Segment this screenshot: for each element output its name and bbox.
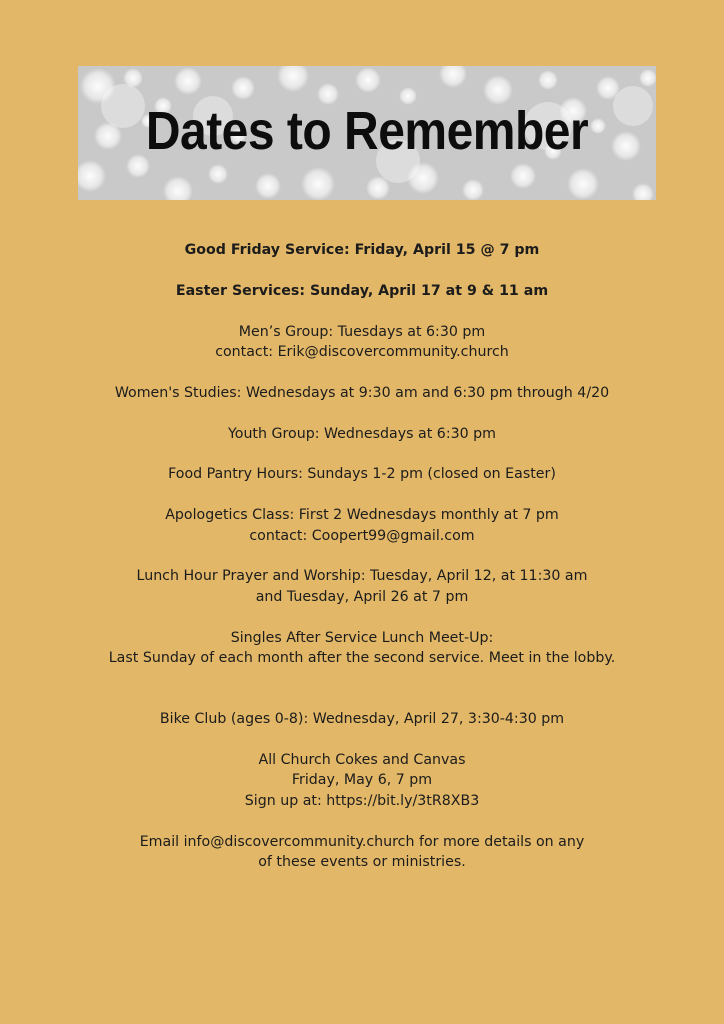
event-mens-group — [40, 322, 684, 363]
event-cokes-and-canvas — [40, 750, 684, 811]
event-womens-studies — [40, 383, 684, 403]
event-line: Friday, May 6, 7 pm — [291, 772, 433, 789]
event-line: Apologetics Class: First 2 Wednesdays monthly at 7 pm — [165, 507, 559, 524]
event-line: Easter Services: Sunday, April 17 at 9 & 11 am — [175, 282, 549, 299]
contact-info-note — [40, 832, 684, 873]
event-line: Last Sunday of each month after the second service. Meet in the lobby. — [108, 650, 616, 666]
event-line: Bike Club (ages 0-8): Wednesday, April 27, 3:30-4:30 pm — [159, 711, 565, 728]
event-line: Food Pantry Hours: Sundays 1-2 pm (closed on Easter) — [168, 466, 556, 483]
event-line: All Church Cokes and Canvas — [258, 752, 466, 768]
event-apologetics-class — [40, 505, 684, 546]
signup-link-text: Sign up at: https://bit.ly/3tR8XB3 — [244, 792, 480, 809]
event-line: Email info@discovercommunity.church for more details on any — [139, 833, 585, 850]
header-banner — [78, 66, 656, 200]
event-line: and Tuesday, April 26 at 7 pm — [255, 588, 469, 605]
event-line: Men’s Group: Tuesdays at 6:30 pm — [238, 323, 486, 340]
event-line: Singles After Service Lunch Meet-Up: — [230, 629, 494, 646]
event-line: of these events or ministries. — [258, 854, 466, 871]
event-lunch-prayer — [40, 566, 684, 607]
event-line: Good Friday Service: Friday, April 15 @ 7 pm — [184, 242, 540, 258]
event-line: Lunch Hour Prayer and Worship: Tuesday, April 12, at 11:30 am — [136, 568, 588, 585]
event-youth-group — [40, 424, 684, 444]
event-line: Women's Studies: Wednesdays at 9:30 am and 6:30 pm through 4/20 — [114, 384, 610, 401]
event-food-pantry — [40, 464, 684, 484]
event-bike-club — [40, 709, 684, 729]
page-title: Dates to Remember — [145, 101, 589, 161]
event-line: Youth Group: Wednesdays at 6:30 pm — [227, 425, 496, 442]
event-contact: contact: Erik@discovercommunity.church — [215, 344, 509, 360]
event-singles-meetup — [40, 628, 684, 669]
event-good-friday — [40, 240, 684, 260]
event-easter-services — [40, 281, 684, 301]
events-list — [40, 240, 684, 893]
event-contact: contact: Coopert99@gmail.com — [249, 527, 475, 544]
